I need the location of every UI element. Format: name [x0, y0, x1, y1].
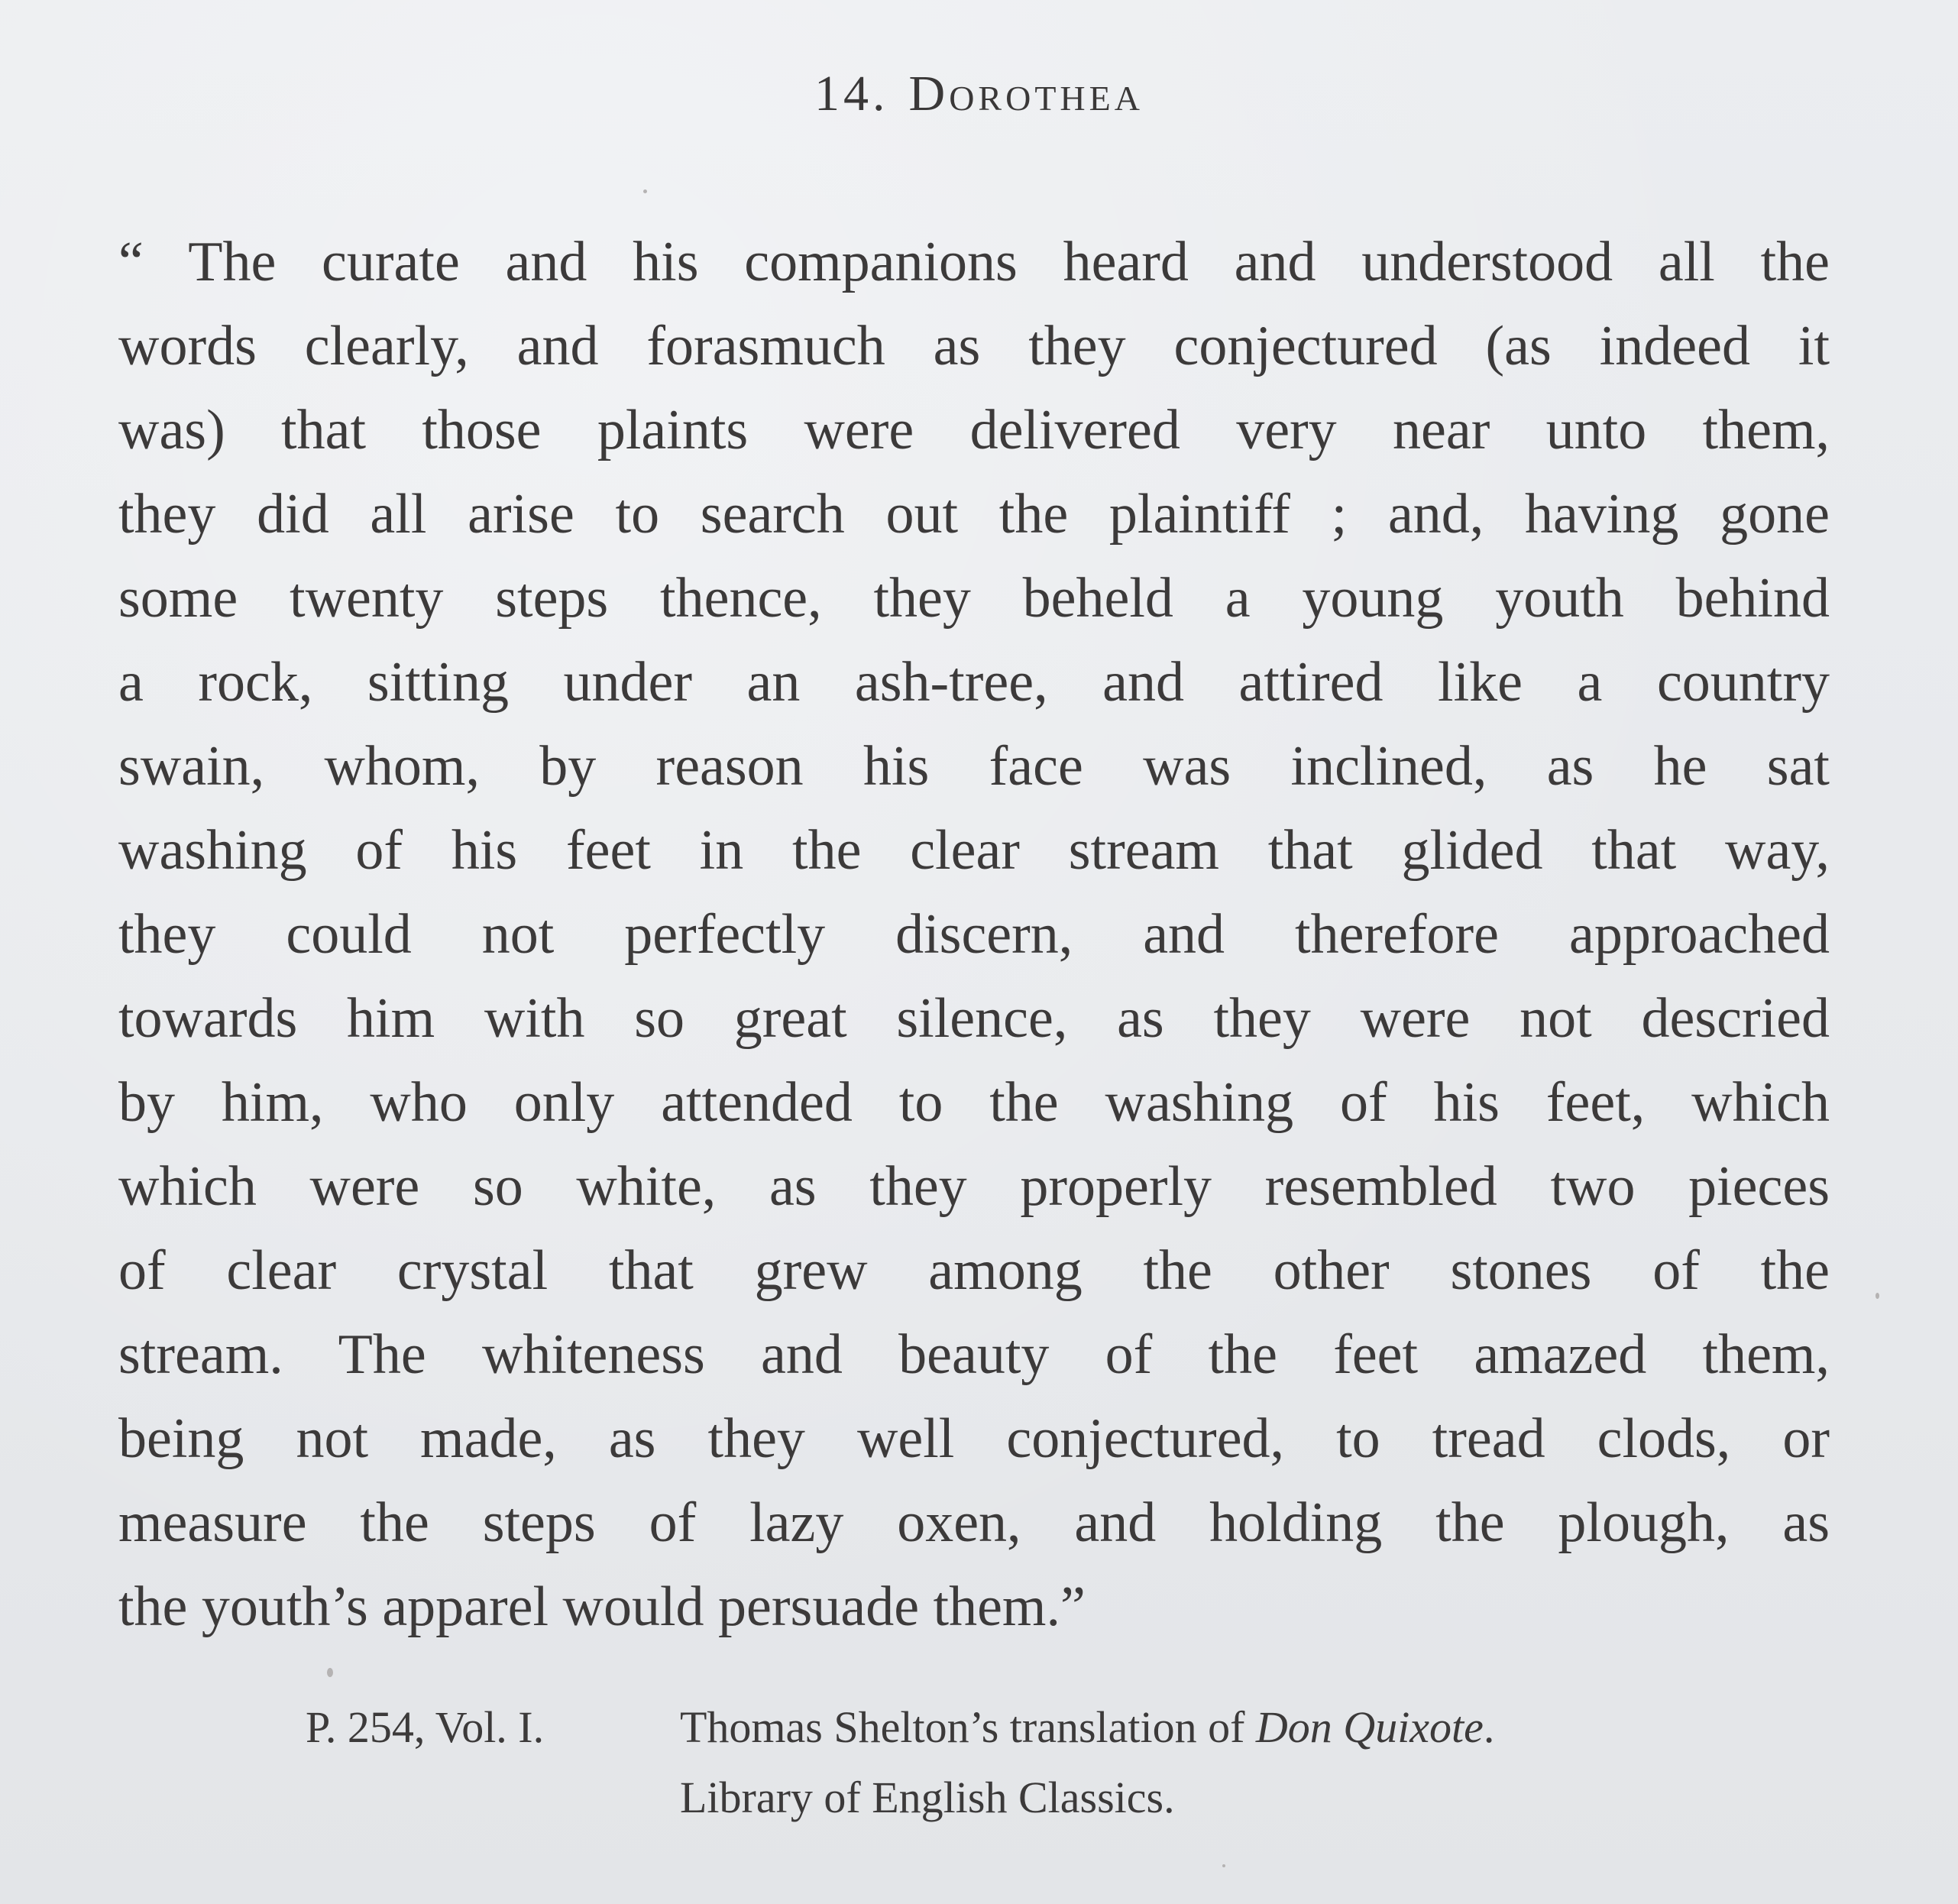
chapter-number: 14. [814, 66, 889, 121]
paper-speck [1222, 1864, 1225, 1867]
passage-line: swain, whom, by reason his face was inclined, as he sat [118, 735, 1830, 798]
passage-line: the youth’s apparel would persuade them.” [118, 1575, 1086, 1638]
citation-period: . [1483, 1702, 1495, 1752]
passage-line: measure the steps of lazy oxen, and holding the plough, as [118, 1491, 1830, 1554]
passage-line: being not made, as they well conjectured, to tread clods, or [118, 1407, 1830, 1470]
paper-speck [643, 189, 647, 193]
chapter-title: Dorothea [908, 66, 1144, 121]
passage-line: words clearly, and forasmuch as they conjectured (as indeed it [118, 315, 1830, 377]
passage-line: which were so white, as they properly resembled two pieces [118, 1155, 1830, 1218]
paper-speck [1875, 1293, 1879, 1299]
translation-credit: Thomas Shelton’s translation of [680, 1702, 1256, 1752]
passage-line: washing of his feet in the clear stream that glided that way, [118, 819, 1830, 882]
citation [306, 1692, 1494, 1833]
series-name: Library of English Classics. [680, 1773, 1175, 1822]
passage-line: was) that those plaints were delivered very near unto them, [118, 399, 1830, 461]
citation-line-1 [306, 1692, 1494, 1763]
passage-line: they did all arise to search out the plaintiff ; and, having gone [118, 483, 1830, 546]
passage-line: some twenty steps thence, they beheld a young youth behind [118, 567, 1830, 630]
quoted-passage [118, 220, 1830, 1649]
paper-speck [327, 1668, 333, 1677]
passage-line: a rock, sitting under an ash-tree, and attired like a country [118, 651, 1830, 714]
page-reference: P. 254, Vol. I. [306, 1702, 545, 1752]
passage-line: they could not perfectly discern, and therefore approached [118, 903, 1830, 966]
passage-line: “ The curate and his companions heard and understood all the [118, 231, 1830, 293]
passage-line: by him, who only attended to the washing of his feet, which [118, 1071, 1830, 1134]
passage-line: of clear crystal that grew among the other stones of the [118, 1239, 1830, 1302]
work-title: Don Quixote [1255, 1702, 1484, 1752]
passage-line: stream. The whiteness and beauty of the feet amazed them, [118, 1323, 1830, 1386]
passage-line: towards him with so great silence, as they were not descried [118, 987, 1830, 1050]
chapter-heading [0, 65, 1958, 123]
